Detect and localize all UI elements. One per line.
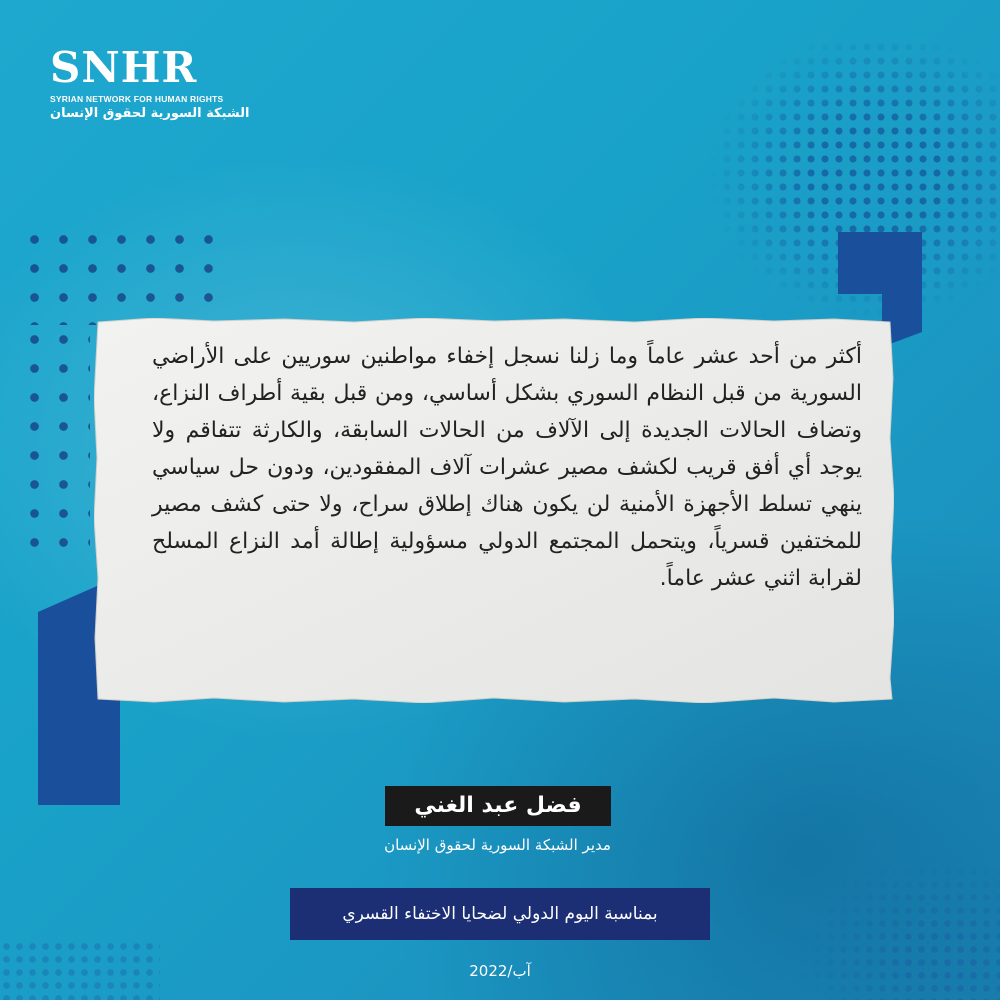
logo-arabic-name: الشبكة السورية لحقوق الإنسان	[50, 106, 250, 121]
halftone-pattern-top-right	[650, 40, 1000, 340]
dot-grid-left-column	[20, 325, 90, 555]
dot-grid-left	[20, 225, 220, 325]
logo-wordmark: SNHR	[50, 43, 198, 92]
author-role: مدير الشبكة السورية لحقوق الإنسان	[384, 836, 611, 854]
date-label: آب/2022	[469, 962, 531, 980]
occasion-banner: بمناسبة اليوم الدولي لضحايا الاختفاء القسري	[290, 888, 710, 940]
author-name-badge: فضل عبد الغني	[385, 786, 611, 826]
quote-paper	[94, 318, 894, 703]
halftone-pattern-bottom-right	[720, 800, 1000, 1000]
quote-text: أكثر من أحد عشر عاماً وما زلنا نسجل إخفاء مواطنين سوريين على الأراضي السورية من قبل النظام السوري بشكل أساسي، ومن قبل بقية أطراف النزاع، وتضاف الحالات الجديدة إلى الآلاف من الحالات السابقة، والكارثة تتفاقم ولا يوجد أي أفق قريب لكشف مصير عشرات آلاف المفقودين، ودون حل سياسي ينهي تسلط الأجهزة الأمنية لن يكون هناك إطلاق سراح، ولا حتى كشف مصير للمختفين قسرياً، ويتحمل المجتمع الدولي مسؤولية إطالة أمد النزاع المسلح لقرابة اثني عشر عاماً.	[152, 344, 862, 591]
halftone-pattern-bottom-left	[0, 940, 160, 1000]
logo-english-name: SYRIAN NETWORK FOR HUMAN RIGHTS	[50, 94, 224, 104]
snhr-logo	[50, 43, 250, 121]
